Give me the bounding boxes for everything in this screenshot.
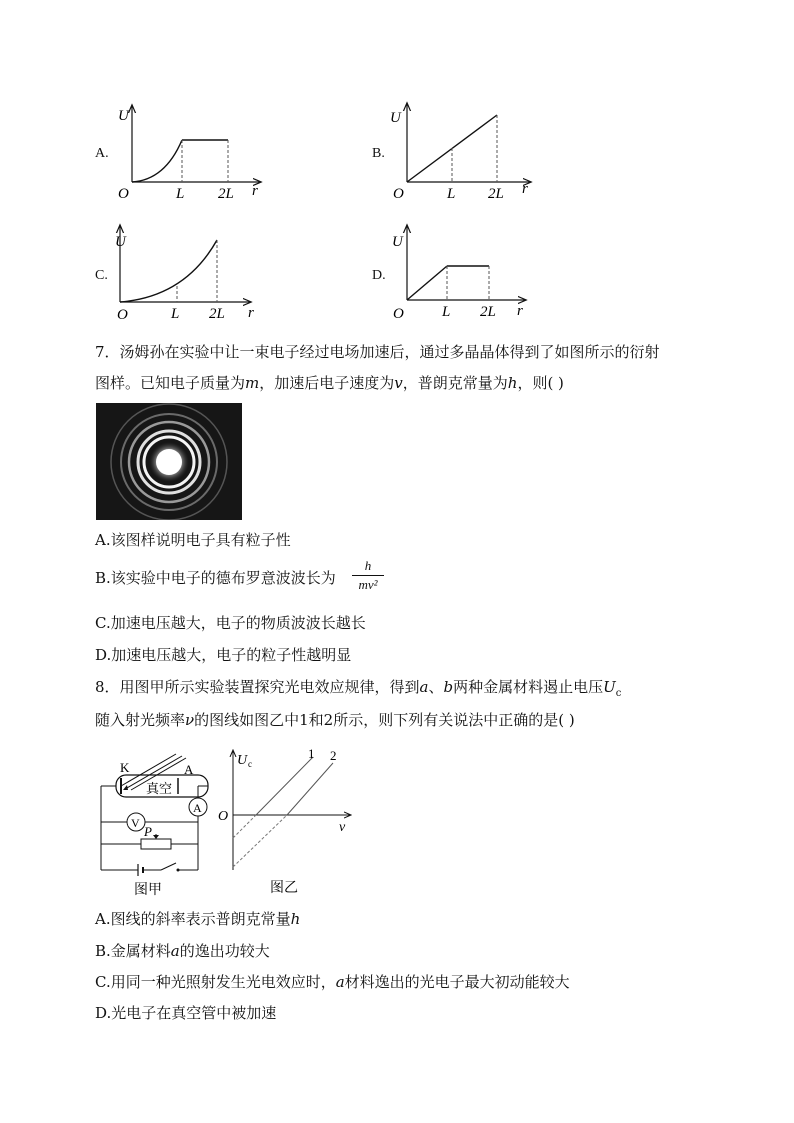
graph-b-x-label: r [522,181,528,197]
graph-c-origin: O [117,307,128,323]
q7-var-m: m [245,374,260,392]
q8-line1-a: 8．用图甲所示实验装置探究光电效应规律，得到 [95,678,420,696]
graph-uc-origin: O [218,809,229,824]
graph-uc-line1-label: 1 [308,746,315,761]
q8-line2-b: 的图线如图乙中1和2所示，则下列有关说法中正确的是( ) [194,711,575,729]
q8-option-b-a: B.金属材料 [95,942,171,960]
graph-uc-y-label: U [237,753,248,768]
q8-option-c-b: 材料逸出的光电子最大初动能较大 [344,973,570,991]
q8-option-c [95,972,570,992]
q8-option-c-a: C.用同一种光照射发生光电效应时， [95,973,336,991]
circuit-p-label: P [144,824,152,839]
graph-d [385,222,545,327]
graph-uc-caption: 图乙 [270,881,298,896]
graph-uc-y-sub: c [248,759,252,769]
q8-var-uc: U [603,678,616,696]
graph-b-label: B. [372,146,385,161]
q7-option-b-denominator: mv² [358,577,378,592]
graph-c [105,222,265,327]
graph-a-tick-l: L [176,186,185,202]
q7-option-b-numerator: h [364,558,372,573]
graph-d-label: D. [372,268,386,283]
graph-c-x-label: r [248,305,254,321]
q8-var-nu: ν [185,711,195,729]
graph-d-origin: O [393,306,404,322]
graph-c-tick-l: L [171,306,180,322]
q8-var-a: a [419,678,429,696]
graph-c-label: C. [95,268,108,283]
q8-option-a-text: A.图线的斜率表示普朗克常量 [95,910,291,928]
graph-d-x-label: r [517,303,523,319]
q7-option-c: C.加速电压越大，电子的物质波波长越长 [95,614,366,632]
q7-line1: 7．汤姆孙在实验中让一束电子经过电场加速后，通过多晶晶体得到了如图所示的衍射 [95,343,660,361]
q8-option-a [95,909,300,929]
q7-option-a: A.该图样说明电子具有粒子性 [95,531,291,549]
q8-option-b-var: a [170,942,180,960]
q7-line2-a: 图样。已知电子质量为 [95,374,246,392]
q7-option-b-fraction [352,558,384,593]
q8-line1-b: 两种金属材料遏止电压 [453,678,604,696]
q7-option-d: D.加速电压越大，电子的粒子性越明显 [95,646,352,664]
q8-sep: 、 [428,678,444,696]
uc-frequency-graph [215,745,355,900]
graph-d-tick-2l: 2L [480,304,496,320]
graph-a-tick-2l: 2L [218,186,234,202]
q8-var-uc-sub: c [615,688,622,699]
graph-b [385,100,545,205]
graph-a-label: A. [95,146,109,161]
graph-b-tick-2l: 2L [488,186,504,202]
q8-line2-a: 随入射光频率 [95,711,186,729]
graph-a-y-label: U [118,108,129,124]
circuit-a-label: A [184,762,194,777]
q7-line2 [95,373,564,393]
circuit-k-label: K [120,760,130,775]
q8-option-b-b: 的逸出功较大 [179,942,270,960]
q7-option-b: B.该实验中电子的德布罗意波波长为 [95,569,336,587]
q7-line2-c: ，普朗克常量为 [402,374,508,392]
circuit-vacuum-label: 真空 [146,781,173,796]
graph-d-y-label: U [392,234,403,250]
q8-line2 [95,710,575,730]
graph-c-tick-2l: 2L [209,306,225,322]
circuit-caption: 图甲 [134,883,162,898]
graph-uc-line2-label: 2 [330,748,337,763]
q7-var-h: h [507,374,518,392]
diffraction-pattern-image [96,403,242,520]
graph-a-x-label: r [252,183,258,199]
circuit-voltmeter-label: V [131,816,140,830]
q8-var-b: b [443,678,454,696]
graph-b-origin: O [393,186,404,202]
graph-b-tick-l: L [447,186,456,202]
q8-option-c-var: a [335,973,345,991]
q7-var-v: v [394,374,403,392]
q7-line2-d: ，则( ) [517,374,564,392]
graph-uc-x-label: ν [339,820,346,835]
graph-b-y-label: U [390,110,401,126]
graph-a-origin: O [118,186,129,202]
q8-option-d: D.光电子在真空管中被加速 [95,1004,277,1022]
q8-option-b [95,941,270,961]
graph-d-tick-l: L [442,304,451,320]
circuit-ammeter-label: A [193,801,202,815]
q8-option-a-h: h [290,910,301,928]
q8-line1 [95,677,621,704]
circuit-diagram [96,750,216,900]
q7-line2-b: ，加速后电子速度为 [259,374,395,392]
graph-a [110,100,270,205]
graph-c-y-label: U [115,234,126,250]
